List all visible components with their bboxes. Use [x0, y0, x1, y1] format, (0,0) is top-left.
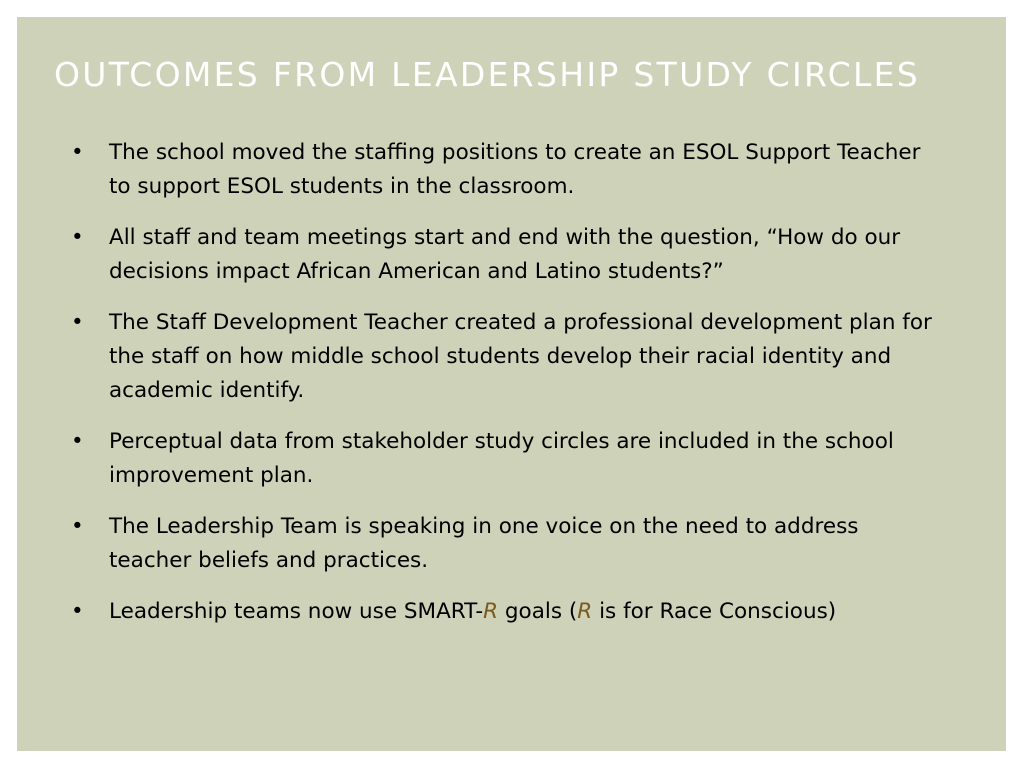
slide-title: OUTCOMES FROM LEADERSHIP STUDY CIRCLES: [54, 55, 921, 94]
r-accent-letter: R: [577, 599, 593, 624]
bullet-icon: •: [71, 429, 84, 454]
bullet-text: [109, 599, 836, 624]
bullet-icon: •: [71, 514, 84, 539]
bullet-item: [61, 510, 941, 578]
bullet-list: [61, 136, 941, 646]
bullet-icon: •: [71, 310, 84, 335]
bullet-text: The Leadership Team is speaking in one voice on the need to address teacher beliefs and practices.: [109, 514, 859, 573]
bullet-icon: •: [71, 599, 84, 624]
bullet-item: [61, 425, 941, 493]
bullet-text-part: Leadership teams now use SMART-: [109, 599, 484, 624]
bullet-item: [61, 136, 941, 204]
bullet-text-part: is for Race Conscious): [592, 599, 837, 624]
bullet-text: The Staff Development Teacher created a professional development plan for the staff on how middle school students develop their racial identity and academic identify.: [109, 310, 932, 403]
bullet-text: All staff and team meetings start and end with the question, “How do our decisions impact African American and Latino students?”: [109, 225, 901, 284]
r-accent-letter: R: [483, 599, 499, 624]
slide: [17, 17, 1006, 751]
bullet-item: [61, 306, 941, 408]
bullet-text: The school moved the staffing positions to create an ESOL Support Teacher to support ESOL students in the classroom.: [109, 140, 921, 199]
bullet-text-part: goals (: [498, 599, 578, 624]
bullet-icon: •: [71, 140, 84, 165]
bullet-item: [61, 221, 941, 289]
bullet-icon: •: [71, 225, 84, 250]
bullet-item-smart-r: [61, 595, 941, 629]
bullet-text: Perceptual data from stakeholder study circles are included in the school improvement plan.: [109, 429, 894, 488]
